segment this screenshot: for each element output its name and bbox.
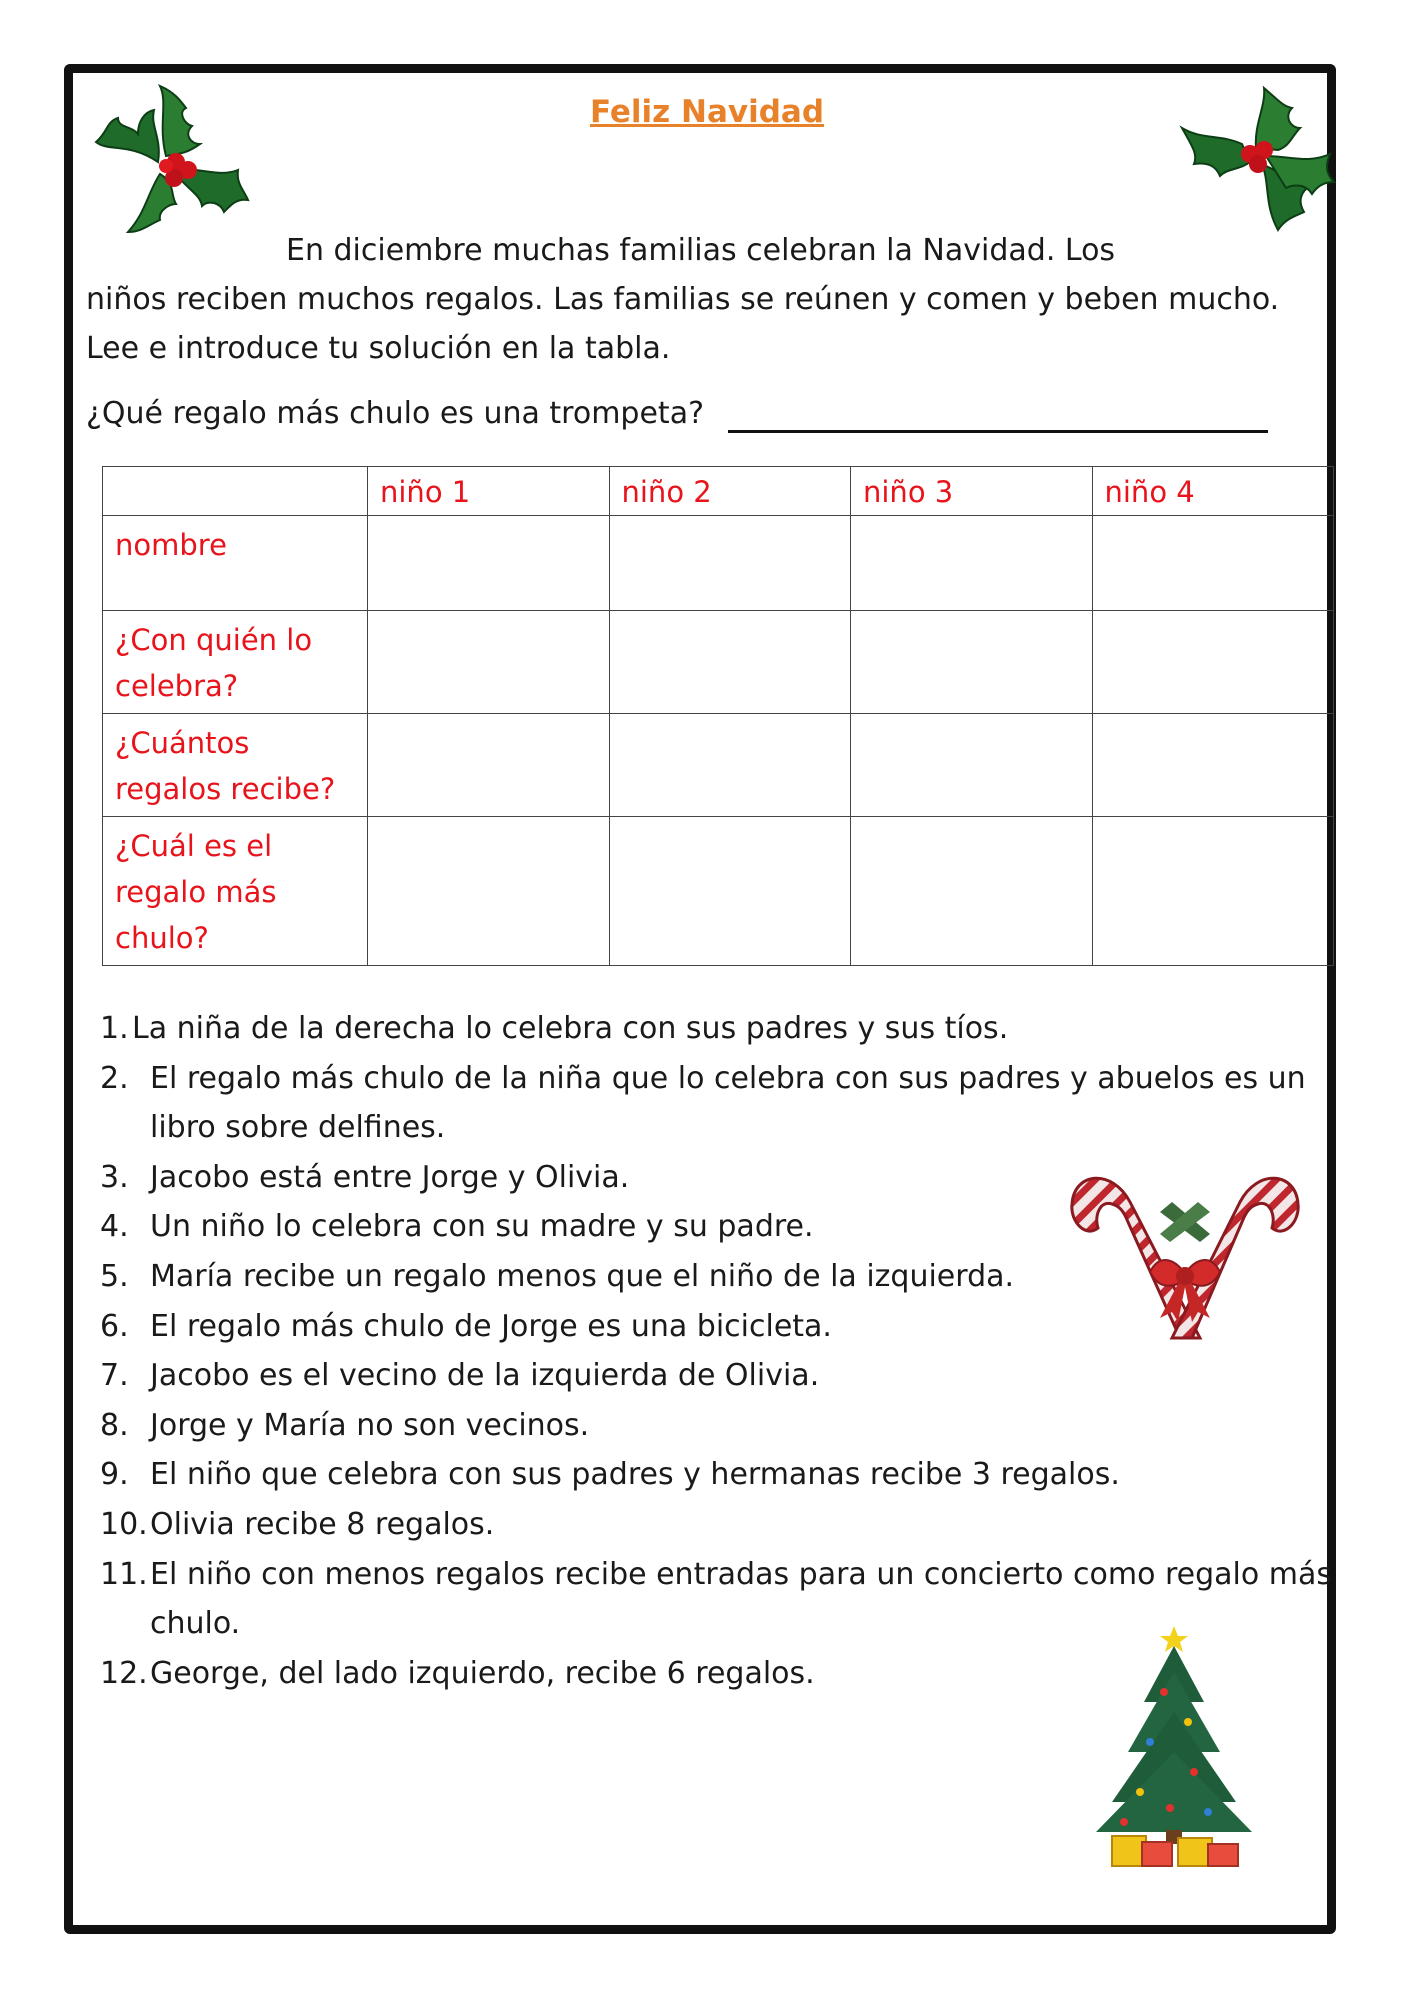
page-title: Feliz Navidad [589,94,825,130]
clue-text: María recibe un regalo menos que el niño de la izquierda. [150,1258,1015,1294]
row-label: ¿Con quién lo celebra? [103,611,368,714]
clue-number: 7. [100,1358,129,1394]
column-header: niño 4 [1092,467,1334,516]
clue-number: 2. [100,1060,129,1096]
holly-icon [88,82,258,242]
intro-line: En diciembre muchas familias celebran la Navidad. Los [286,233,1116,268]
answer-cell[interactable] [851,817,1093,966]
clue-number: 9. [100,1457,129,1493]
row-label: ¿Cuántos regalos recibe? [103,714,368,817]
holly-icon [1170,84,1340,234]
clue-number: 11. [100,1556,148,1592]
answer-cell[interactable] [368,817,610,966]
list-item [100,1401,1340,1451]
table-row [103,611,1334,714]
answer-cell[interactable] [368,611,610,714]
clue-text: Jacobo está entre Jorge y Olivia. [150,1159,630,1195]
answer-cell[interactable] [1092,611,1334,714]
clue-text: Un niño lo celebra con su madre y su padre. [150,1209,814,1245]
table-row [103,714,1334,817]
answer-cell[interactable] [609,516,851,611]
answer-cell[interactable] [368,714,610,817]
clue-number: 10. [100,1506,148,1542]
list-item [100,1500,1340,1550]
answer-cell[interactable] [1092,516,1334,611]
clue-number: 1. [100,1011,129,1046]
clue-text: Jacobo es el vecino de la izquierda de Olivia. [150,1358,820,1394]
clue-number: 8. [100,1407,129,1443]
list-item [100,1054,1340,1153]
clue-text: El niño que celebra con sus padres y hermanas recibe 3 regalos. [150,1457,1120,1493]
column-header: niño 3 [851,467,1093,516]
clue-text: El regalo más chulo de Jorge es una bicicleta. [150,1308,832,1344]
clue-text: La niña de la derecha lo celebra con sus padres y sus tíos. [132,1011,1009,1046]
answer-cell[interactable] [851,516,1093,611]
table-corner-cell [103,467,368,516]
answer-cell[interactable] [368,516,610,611]
answer-cell[interactable] [609,714,851,817]
list-item [100,1351,1340,1401]
clue-text: Jorge y María no son vecinos. [150,1407,590,1443]
christmas-tree-icon [1084,1622,1264,1872]
intro-line: niños reciben muchos regalos. Las familias se reúnen y comen y beben mucho. [86,282,1280,317]
answer-line[interactable] [728,430,1268,433]
column-header: niño 1 [368,467,610,516]
clue-text: Olivia recibe 8 regalos. [150,1506,495,1542]
answer-cell[interactable] [851,714,1093,817]
question-text: ¿Qué regalo más chulo es una trompeta? [86,396,705,431]
clue-text: El niño con menos regalos recibe entradas para un concierto como regalo más chulo. [150,1556,1333,1642]
table-row [103,516,1334,611]
clue-number: 6. [100,1308,129,1344]
solution-table [102,466,1334,966]
clue-text: George, del lado izquierdo, recibe 6 regalos. [150,1655,815,1691]
table-header-row [103,467,1334,516]
clue-number: 5. [100,1258,129,1294]
answer-cell[interactable] [1092,714,1334,817]
row-label: ¿Cuál es el regalo más chulo? [103,817,368,966]
column-header: niño 2 [609,467,851,516]
answer-cell[interactable] [609,817,851,966]
intro-line: Lee e introduce tu solución en la tabla. [86,331,671,366]
answer-cell[interactable] [609,611,851,714]
list-item [100,1450,1340,1500]
clue-number: 3. [100,1159,129,1195]
table-row [103,817,1334,966]
row-label: nombre [103,516,368,611]
intro-paragraph [86,226,1316,373]
clue-text: El regalo más chulo de la niña que lo celebra con sus padres y abuelos es un libro sobre delfines. [150,1060,1306,1146]
answer-cell[interactable] [851,611,1093,714]
candy-cane-icon [1060,1142,1310,1352]
clue-number: 12. [100,1655,148,1691]
clue-number: 4. [100,1209,129,1245]
answer-cell[interactable] [1092,817,1334,966]
list-item [100,1004,1340,1054]
